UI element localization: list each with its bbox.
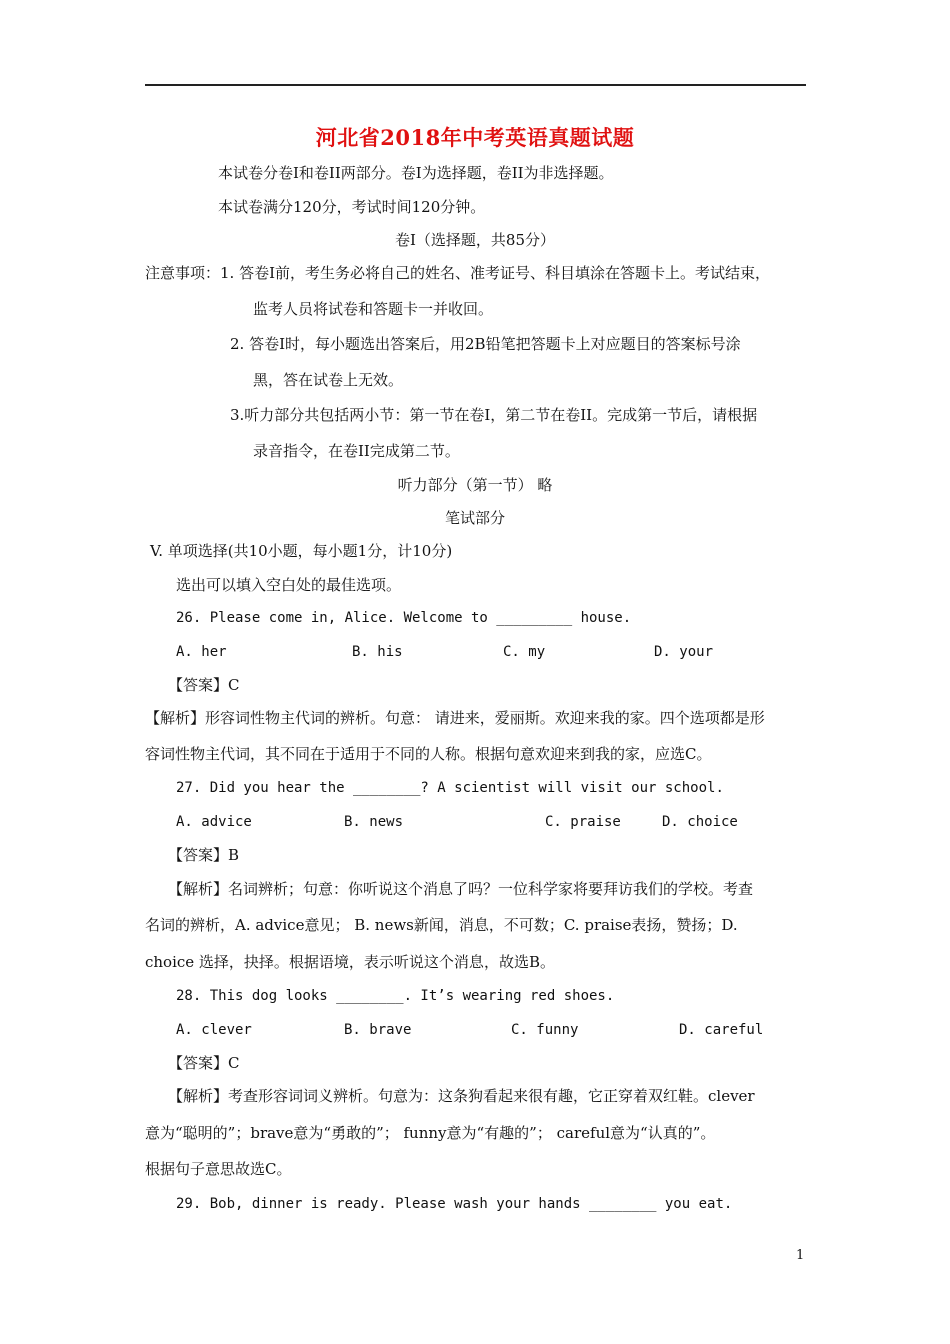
question-26-option-c: C. my (503, 644, 546, 660)
question-28-option-d: D. careful (679, 1022, 764, 1038)
question-27-option-a: A. advice (176, 814, 252, 830)
question-26-option-b: B. his (352, 644, 403, 660)
question-28-stem: 28. This dog looks ________. It’s wearing red shoes. (176, 988, 615, 1004)
question-26-stem: 26. Please come in, Alice. Welcome to _________ house. (176, 610, 632, 626)
question-26-explanation-1: 【解析】形容词性物主代词的辨析。句意： 请进来，爱丽斯。欢迎来我的家。四个选项都是形 (145, 709, 765, 727)
question-28-option-a: A. clever (176, 1022, 252, 1038)
question-28-answer: 【答案】C (168, 1054, 240, 1072)
question-27-option-d: D. choice (662, 814, 738, 830)
question-27-explanation-3: choice 选择，抉择。根据语境，表示听说这个消息，故选B。 (145, 953, 555, 971)
question-27-explanation-2: 名词的辨析，A. advice意见； B. news新闻，消息，不可数；C. praise表扬，赞扬；D. (145, 916, 738, 934)
question-29-stem: 29. Bob, dinner is ready. Please wash your hands ________ you eat. (176, 1196, 733, 1212)
intro-line-1: 本试卷分卷I和卷II两部分。卷I为选择题，卷II为非选择题。 (218, 164, 614, 182)
question-28-explanation-3: 根据句子意思故选C。 (145, 1160, 292, 1178)
question-28-option-c: C. funny (511, 1022, 579, 1038)
exam-title: 河北省2018年中考英语真题试题 (315, 125, 635, 150)
question-26-answer: 【答案】C (168, 676, 240, 694)
question-27-stem: 27. Did you hear the ________? A scientist will visit our school. (176, 780, 724, 796)
note-3-line-1: 3.听力部分共包括两小节：第一节在卷I，第二节在卷II。完成第一节后，请根据 (230, 406, 758, 424)
question-27-answer: 【答案】B (168, 846, 240, 864)
question-27-explanation-1: 【解析】名词辨析；句意：你听说这个消息了吗？一位科学家将要拜访我们的学校。考查 (168, 880, 754, 898)
written-heading: 笔试部分 (444, 509, 505, 527)
question-27-option-b: B. news (344, 814, 404, 830)
question-28-option-b: B. brave (344, 1022, 412, 1038)
question-26-option-d: D. your (654, 644, 714, 660)
question-28-explanation-2: 意为“聪明的”；brave意为“勇敢的”； funny意为“有趣的”； careful意为“认真的”。 (145, 1124, 716, 1142)
page-number: 1 (796, 1248, 805, 1263)
question-27-option-c: C. praise (545, 814, 621, 830)
note-1-line-1: 注意事项：1. 答卷I前，考生务必将自己的姓名、准考证号、科目填涂在答题卡上。考试结束， (145, 264, 771, 282)
header-rule (145, 84, 806, 86)
section-instruction: 选出可以填入空白处的最佳选项。 (176, 576, 402, 594)
note-2-line-2: 黑，答在试卷上无效。 (253, 371, 404, 389)
intro-line-2: 本试卷满分120分，考试时间120分钟。 (218, 198, 486, 216)
note-1-line-2: 监考人员将试卷和答题卡一并收回。 (253, 300, 494, 318)
note-2-line-1: 2. 答卷I时，每小题选出答案后，用2B铅笔把答题卡上对应题目的答案标号涂 (230, 335, 741, 353)
question-26-option-a: A. her (176, 644, 227, 660)
question-26-explanation-2: 容词性物主代词，其不同在于适用于不同的人称。根据句意欢迎来到我的家，应选C。 (145, 745, 712, 763)
section-heading: V. 单项选择(共10小题，每小题1分，计10分) (150, 542, 453, 560)
part1-heading: 卷I（选择题，共85分） (394, 231, 555, 249)
question-28-explanation-1: 【解析】考查形容词词义辨析。句意为：这条狗看起来很有趣，它正穿着双红鞋。clever (168, 1087, 755, 1105)
note-3-line-2: 录音指令，在卷II完成第二节。 (253, 442, 460, 460)
listening-heading: 听力部分（第一节） 略 (397, 476, 553, 494)
